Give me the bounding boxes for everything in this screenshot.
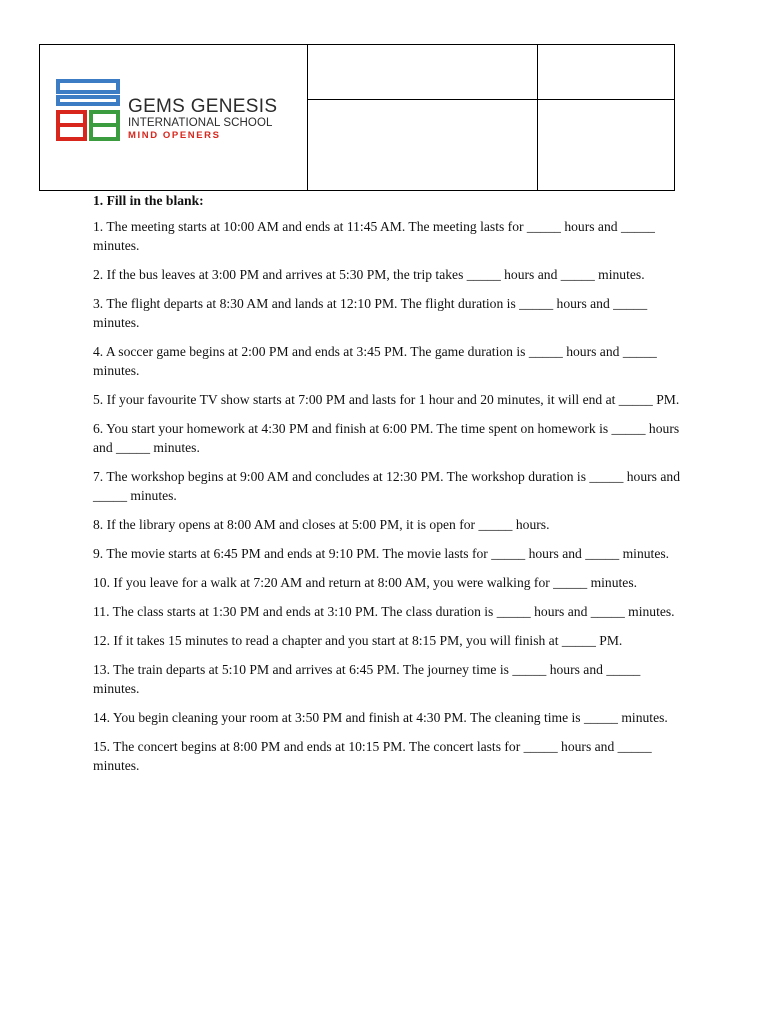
question-1: 1. The meeting starts at 10:00 AM and ends at 11:45 AM. The meeting lasts for _____ hours and _____ minutes.	[93, 219, 655, 253]
question-6: 6. You start your homework at 4:30 PM and finish at 6:00 PM. The time spent on homework is _____ hours and _____ minutes.	[93, 421, 680, 455]
header-table	[39, 44, 675, 191]
question-10: 10. If you leave for a walk at 7:20 AM and return at 8:00 AM, you were walking for _____ minutes.	[93, 575, 638, 590]
logo-mark-icon	[56, 79, 122, 143]
question-2: 2. If the bus leaves at 3:00 PM and arrives at 5:30 PM, the trip takes _____ hours and _____ minutes.	[93, 267, 645, 282]
question-11: 11. The class starts at 1:30 PM and ends at 3:10 PM. The class duration is _____ hours and _____ minutes.	[93, 604, 675, 619]
school-tagline: MIND OPENERS	[128, 130, 221, 141]
section-title: 1. Fill in the blank:	[93, 193, 204, 208]
question-7: 7. The workshop begins at 9:00 AM and concludes at 12:30 PM. The workshop duration is _____ hours and _____ minutes.	[93, 469, 680, 503]
worksheet-content	[93, 191, 683, 785]
header-cell-top-middle	[308, 45, 537, 99]
school-logo	[56, 79, 296, 143]
question-8: 8. If the library opens at 8:00 AM and closes at 5:00 PM, it is open for _____ hours.	[93, 517, 550, 532]
header-cell-top-right	[538, 45, 675, 99]
header-cell-bottom-right	[538, 100, 675, 191]
question-4: 4. A soccer game begins at 2:00 PM and ends at 3:45 PM. The game duration is _____ hours and _____ minutes.	[93, 344, 657, 378]
question-9: 9. The movie starts at 6:45 PM and ends at 9:10 PM. The movie lasts for _____ hours and _____ minutes.	[93, 546, 670, 561]
header-cell-bottom-middle	[308, 100, 537, 191]
question-3: 3. The flight departs at 8:30 AM and lands at 12:10 PM. The flight duration is _____ hours and _____ minutes.	[93, 296, 648, 330]
question-15: 15. The concert begins at 8:00 PM and ends at 10:15 PM. The concert lasts for _____ hours and _____ minutes.	[93, 739, 652, 773]
question-12: 12. If it takes 15 minutes to read a chapter and you start at 8:15 PM, you will finish at _____ PM.	[93, 633, 623, 648]
question-5: 5. If your favourite TV show starts at 7:00 PM and lasts for 1 hour and 20 minutes, it will end at _____ PM.	[93, 392, 680, 407]
school-subtitle: INTERNATIONAL SCHOOL	[128, 117, 273, 129]
question-14: 14. You begin cleaning your room at 3:50 PM and finish at 4:30 PM. The cleaning time is _____ minutes.	[93, 710, 668, 725]
question-13: 13. The train departs at 5:10 PM and arrives at 6:45 PM. The journey time is _____ hours and _____ minutes.	[93, 662, 641, 696]
logo-text	[128, 97, 277, 141]
school-name: GEMS GENESIS	[128, 96, 278, 117]
